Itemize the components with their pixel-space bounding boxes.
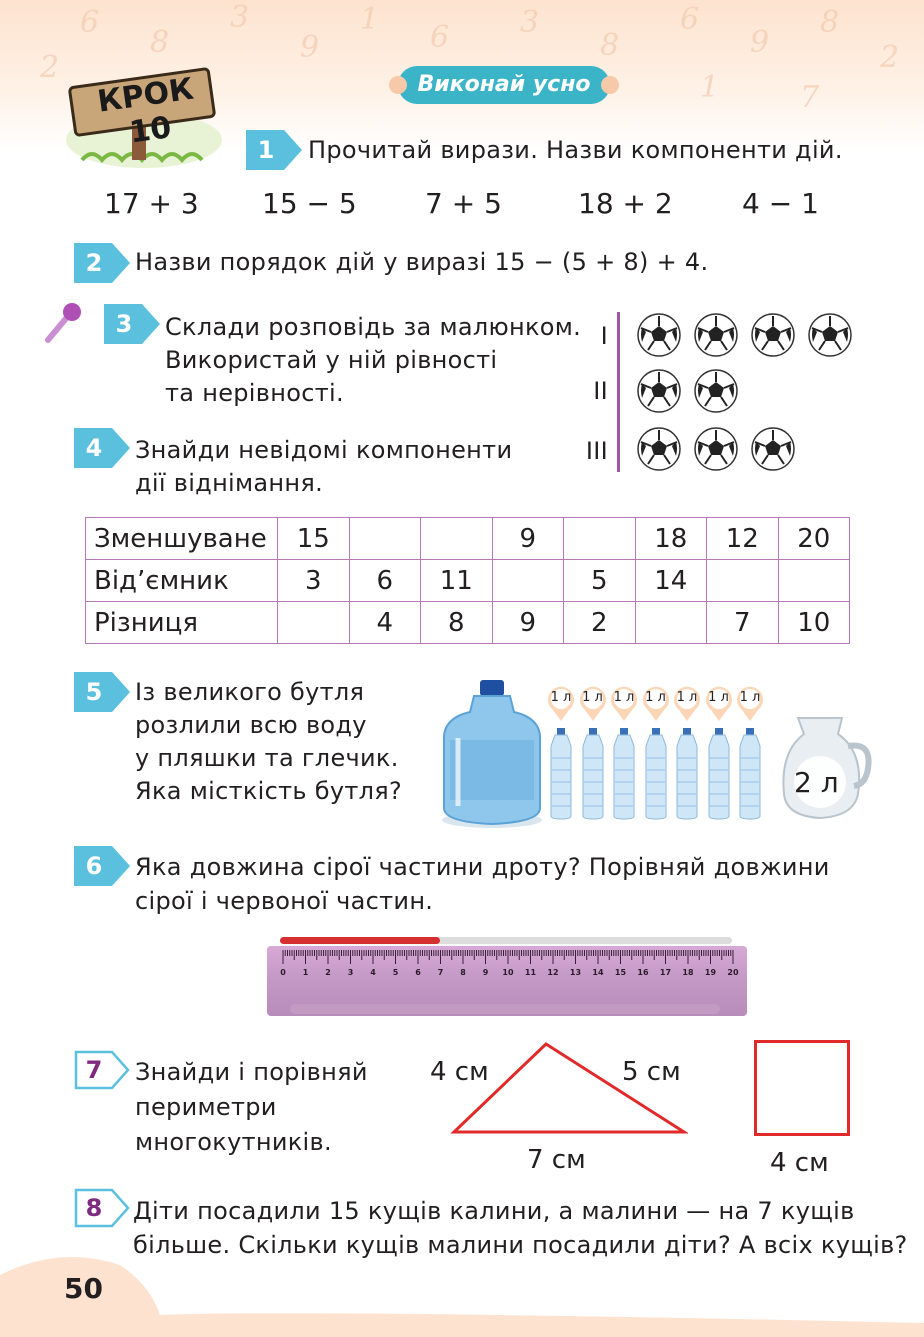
ball-row-label-2: II bbox=[593, 377, 608, 405]
ruler-tick-label: 4 bbox=[370, 968, 376, 977]
ruler-tick-label: 3 bbox=[347, 968, 354, 977]
table-cell: 7 bbox=[707, 602, 779, 644]
table-cell bbox=[349, 518, 421, 560]
bottle-tag bbox=[578, 684, 608, 722]
table-cell bbox=[278, 602, 350, 644]
ruler-tick-label: 16 bbox=[637, 968, 649, 977]
task-7-line-1: Знайди і порівняй bbox=[135, 1058, 368, 1086]
task-6-badge: 6 bbox=[74, 846, 130, 886]
bottle-tag bbox=[672, 684, 702, 722]
task-7-line-3: многокутників. bbox=[135, 1128, 332, 1156]
jug-label: 2 л bbox=[794, 766, 839, 799]
soccer-ball-icon bbox=[636, 368, 682, 414]
water-bottle-icon bbox=[736, 728, 764, 824]
task-6-line-1: Яка довжина сірої частини дроту? Порівняй довжини bbox=[135, 853, 830, 881]
task-5-badge: 5 bbox=[74, 672, 130, 712]
header-background: 2 6 8 3 9 1 6 3 8 6 9 8 2 1 7 bbox=[0, 0, 924, 150]
wire-red-part bbox=[280, 937, 440, 944]
ruler-tick-label: 11 bbox=[524, 968, 537, 977]
ruler-tick-label: 0 bbox=[280, 968, 286, 977]
ball-row-label-3: III bbox=[585, 437, 608, 465]
square-side-label: 4 см bbox=[770, 1148, 829, 1178]
bottle-label: 1 л bbox=[613, 690, 635, 705]
table-row bbox=[86, 560, 850, 602]
table-cell: 9 bbox=[492, 602, 564, 644]
expression-1: 17 + 3 bbox=[104, 187, 199, 220]
soccer-ball-icon bbox=[636, 312, 682, 358]
table-cell: 18 bbox=[635, 518, 707, 560]
ball-row-label-1: I bbox=[600, 322, 608, 350]
triangle-shape bbox=[450, 1040, 688, 1136]
task-4-line-1: Знайди невідомі компоненти bbox=[135, 436, 513, 464]
ruler-tick-label: 2 bbox=[325, 968, 331, 977]
ruler-tick-label: 8 bbox=[460, 968, 466, 977]
banner-label: Виконай усно bbox=[417, 72, 591, 97]
soccer-ball-icon bbox=[636, 426, 682, 472]
task-8-line-2: більше. Скільки кущів малини посадили діти? А всіх кущів? bbox=[133, 1231, 908, 1259]
water-bottle-icon bbox=[547, 728, 575, 824]
table-cell: 9 bbox=[492, 518, 564, 560]
table-cell bbox=[492, 560, 564, 602]
soccer-ball-icon bbox=[750, 426, 796, 472]
table-cell: 12 bbox=[707, 518, 779, 560]
task-3-badge: 3 bbox=[104, 304, 160, 344]
ruler-tick-label: 20 bbox=[727, 968, 739, 977]
task-1-text: Прочитай вирази. Назви компоненти дій. bbox=[308, 136, 843, 164]
task-2-badge: 2 bbox=[74, 243, 130, 283]
water-bottle-icon bbox=[579, 728, 607, 824]
table-cell: 4 bbox=[349, 602, 421, 644]
table-cell: 6 bbox=[349, 560, 421, 602]
ruler-tick-label: 9 bbox=[482, 968, 489, 977]
microphone-icon bbox=[42, 302, 84, 344]
subtraction-table bbox=[85, 517, 850, 644]
table-cell bbox=[778, 560, 850, 602]
soccer-ball-icon bbox=[693, 312, 739, 358]
bottle-label: 1 л bbox=[645, 690, 666, 705]
table-row-header: Від’ємник bbox=[86, 560, 278, 602]
task-3-line-2: Використай у ній рівності bbox=[165, 346, 498, 374]
task-8-line-1: Діти посадили 15 кущів калини, а малини — на 7 кущів bbox=[133, 1197, 855, 1225]
bottle-tag bbox=[546, 684, 576, 722]
expression-4: 18 + 2 bbox=[578, 187, 673, 220]
task-7-badge: 7 bbox=[74, 1050, 130, 1090]
task-5-line-2: розлили всю воду bbox=[135, 711, 367, 739]
table-cell bbox=[421, 518, 493, 560]
table-cell: 10 bbox=[778, 602, 850, 644]
soccer-ball-icon bbox=[693, 368, 739, 414]
expression-2: 15 − 5 bbox=[262, 187, 357, 220]
bottle-label: 1 л bbox=[676, 690, 698, 705]
table-cell: 11 bbox=[421, 560, 493, 602]
table-cell: 3 bbox=[278, 560, 350, 602]
task-5-line-1: Із великого бутля bbox=[135, 678, 365, 706]
table-cell: 15 bbox=[278, 518, 350, 560]
task-5-line-3: у пляшки та глечик. bbox=[135, 744, 399, 772]
soccer-ball-icon bbox=[807, 312, 853, 358]
task-6-line-2: сірої і червоної частин. bbox=[135, 887, 434, 915]
ruler-tick-label: 5 bbox=[392, 968, 399, 977]
page-corner-decoration bbox=[0, 1245, 924, 1337]
table-cell bbox=[635, 602, 707, 644]
bottle-label: 1 л bbox=[708, 690, 729, 705]
task-8-badge: 8 bbox=[74, 1188, 130, 1228]
table-cell: 20 bbox=[778, 518, 850, 560]
table-row bbox=[86, 602, 850, 644]
water-bottle-icon bbox=[705, 728, 733, 824]
big-water-bottle-icon bbox=[440, 678, 544, 828]
table-cell bbox=[564, 518, 636, 560]
ruler-tick-label: 10 bbox=[502, 968, 514, 977]
triangle-left-label: 4 см bbox=[430, 1057, 489, 1087]
bottle-label: 1 л bbox=[550, 690, 572, 705]
task-4-badge: 4 bbox=[74, 428, 130, 468]
task-1-badge: 1 bbox=[246, 130, 302, 170]
task-7-line-2: периметри bbox=[135, 1093, 277, 1121]
ruler-tick-label: 7 bbox=[437, 968, 444, 977]
task-3-line-3: та нерівності. bbox=[165, 379, 344, 407]
table-cell: 5 bbox=[564, 560, 636, 602]
square-shape bbox=[754, 1040, 850, 1136]
task-3-line-1: Склади розповідь за малюнком. bbox=[165, 313, 582, 341]
triangle-right-label: 5 см bbox=[622, 1057, 681, 1087]
table-cell: 14 bbox=[635, 560, 707, 602]
page-number: 50 bbox=[64, 1272, 103, 1305]
ruler-tick-label: 13 bbox=[569, 968, 582, 977]
ruler-tick-label: 12 bbox=[547, 968, 559, 977]
table-row-header: Зменшуване bbox=[86, 518, 278, 560]
expression-5: 4 − 1 bbox=[742, 187, 819, 220]
water-bottle-icon bbox=[673, 728, 701, 824]
soccer-ball-icon bbox=[693, 426, 739, 472]
ruler-tick-label: 14 bbox=[592, 968, 604, 977]
triangle-bottom-label: 7 см bbox=[527, 1145, 586, 1175]
ruler-tick-label: 6 bbox=[415, 968, 421, 977]
soccer-ball-icon bbox=[750, 312, 796, 358]
ruler-groove bbox=[290, 1004, 720, 1014]
table-cell: 2 bbox=[564, 602, 636, 644]
ruler-tick-label: 19 bbox=[704, 968, 717, 977]
ruler-tick-label: 17 bbox=[659, 968, 672, 977]
expression-3: 7 + 5 bbox=[425, 187, 502, 220]
ruler-tick-label: 1 bbox=[302, 968, 309, 977]
bottle-tag bbox=[704, 684, 734, 722]
ruler-tick-label: 18 bbox=[682, 968, 694, 977]
bottle-tag bbox=[609, 684, 639, 722]
water-bottle-icon bbox=[610, 728, 638, 824]
water-bottle-icon bbox=[642, 728, 670, 824]
task-2-text: Назви порядок дій у виразі 15 − (5 + 8) + 4. bbox=[135, 248, 709, 276]
table-cell: 8 bbox=[421, 602, 493, 644]
task-5-line-4: Яка місткість бутля? bbox=[135, 777, 403, 805]
bottle-label: 1 л bbox=[582, 690, 603, 705]
step-sign-label: КРОК 10 bbox=[95, 71, 196, 151]
table-row bbox=[86, 518, 850, 560]
bottle-label: 1 л bbox=[739, 690, 761, 705]
ruler-tick-label: 15 bbox=[614, 968, 627, 977]
ball-rows-divider bbox=[617, 312, 620, 472]
oral-work-banner bbox=[388, 64, 620, 106]
ruler-scale bbox=[267, 946, 747, 986]
bottle-tag bbox=[641, 684, 671, 722]
table-row-header: Різниця bbox=[86, 602, 278, 644]
bottle-tag bbox=[735, 684, 765, 722]
table-cell bbox=[707, 560, 779, 602]
task-4-line-2: дії віднімання. bbox=[135, 469, 324, 497]
